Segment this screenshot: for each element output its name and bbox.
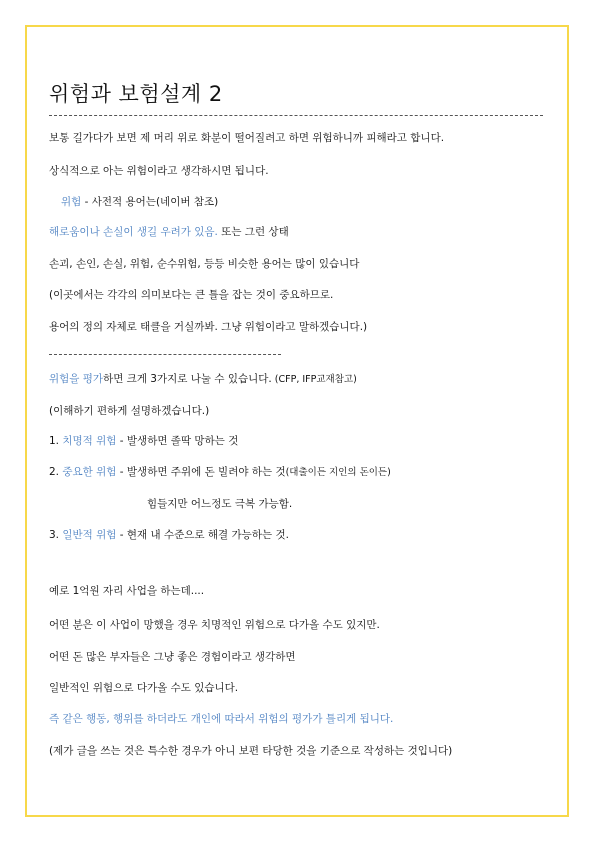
risk-note: (대출이든 지인의 돈이든)	[285, 467, 391, 478]
paragraph: (제가 글을 쓰는 것은 특수한 경우가 아니 보편 타당한 것을 기준으로 작성하는 것입니다)	[49, 745, 453, 757]
highlight-paragraph: 즉 같은 행동, 행위를 하더라도 개인에 따라서 위험의 평가가 틀리게 됩니다.	[49, 713, 394, 725]
paragraph: 보통 길가다가 보면 제 머리 위로 화분이 떨어질려고 하면 위험하니까 피해라고 합니다.	[49, 132, 445, 144]
definition-heading	[61, 195, 218, 209]
risk-description: - 현재 내 수준으로 해결 가능하는 것.	[116, 529, 289, 541]
section-divider	[49, 354, 281, 355]
paragraph: 상식적으로 아는 위험이라고 생각하시면 됩니다.	[49, 165, 269, 177]
list-number: 1.	[49, 435, 60, 447]
definition-suffix: 또는 그런 상태	[217, 226, 289, 238]
page-title: 위험과 보험설계 2	[49, 82, 223, 106]
list-item	[49, 528, 289, 542]
paragraph: 일반적인 위험으로 다가올 수도 있습니다.	[49, 682, 239, 694]
title-divider	[49, 115, 543, 116]
paragraph: (이해하기 편하게 설명하겠습니다.)	[49, 405, 210, 417]
paragraph: 손괴, 손인, 손실, 위험, 순수위험, 등등 비슷한 용어는 많이 있습니다	[49, 258, 360, 270]
definition-source: - 사전적 용어는(네이버 참조)	[81, 196, 219, 208]
list-item	[49, 465, 391, 480]
list-number: 2.	[49, 466, 60, 478]
definition-line	[49, 225, 289, 239]
paragraph: 어떤 분은 이 사업이 망했을 경우 치명적인 위험으로 다가올 수도 있지만.	[49, 619, 380, 631]
evaluation-term: 위험을 평가	[49, 373, 104, 385]
risk-description: - 발생하면 주위에 돈 빌려야 하는 것	[116, 466, 286, 478]
risk-type: 치명적 위험	[62, 435, 117, 447]
definition-meaning: 해로움이나 손실이 생길 우려가 있음.	[49, 226, 218, 238]
paragraph: 용어의 정의 자체로 태클을 거실까봐. 그냥 위험이라고 말하겠습니다.)	[49, 321, 368, 333]
risk-type: 일반적 위험	[62, 529, 117, 541]
risk-type: 중요한 위험	[62, 466, 117, 478]
definition-term: 위험	[61, 196, 82, 208]
paragraph: 예로 1억원 자리 사업을 하는데....	[49, 585, 205, 597]
list-item-continuation: 힘들지만 어느정도 극복 가능함.	[147, 498, 293, 510]
evaluation-reference: (CFP, IFP교재참고)	[271, 374, 357, 385]
paragraph: 어떤 돈 많은 부자들은 그냥 좋은 경험이라고 생각하면	[49, 651, 296, 663]
evaluation-text: 하면 크게 3가지로 나눌 수 있습니다.	[103, 373, 272, 385]
list-number: 3.	[49, 529, 60, 541]
risk-description: - 발생하면 졸딱 망하는 것	[116, 435, 239, 447]
paragraph: (이곳에서는 각각의 의미보다는 큰 틀을 잡는 것이 중요하므로.	[49, 289, 334, 301]
list-item	[49, 434, 238, 448]
evaluation-intro	[49, 372, 357, 387]
